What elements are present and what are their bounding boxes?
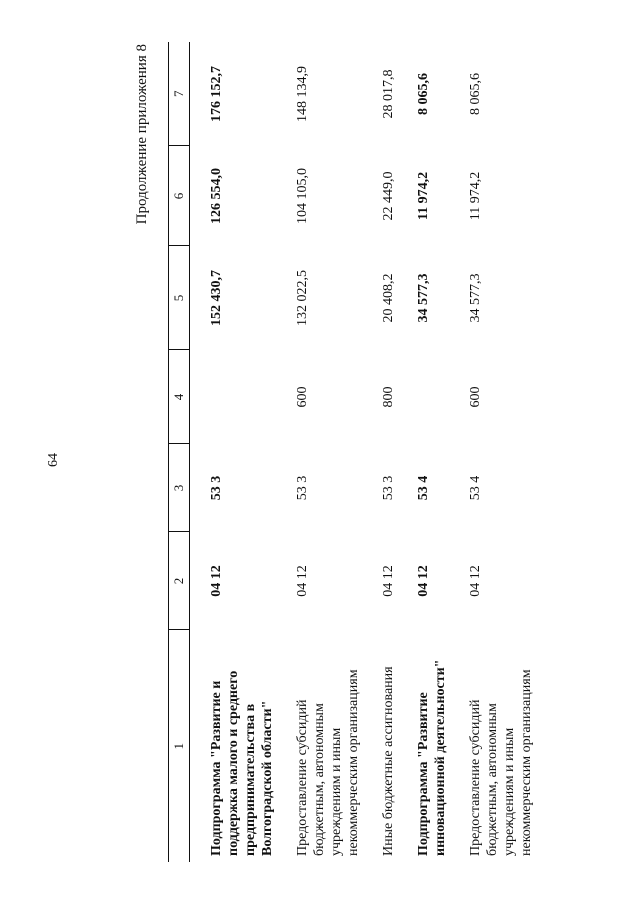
cell-expense-type: [190, 350, 277, 444]
cell-amount-col6: 11 974,2: [416, 171, 431, 221]
cell-amount-col6: 11 974,2: [468, 171, 483, 221]
column-header-2: 2: [169, 532, 190, 630]
cell-target-article: 53 4: [468, 475, 483, 501]
rotated-sheet: [80, 42, 560, 862]
cell-amount-col7: 148 134,9: [295, 66, 310, 122]
cell-section-code: 04 12: [468, 565, 483, 597]
table-body: [190, 42, 536, 862]
table-row: [362, 42, 397, 862]
cell-amount-col5: 34 577,3: [416, 273, 431, 323]
table-row: [449, 42, 535, 862]
cell-amount-col7: 8 065,6: [468, 73, 483, 115]
cell-section-code: 04 12: [209, 565, 224, 597]
cell-target-article: 53 3: [295, 475, 310, 501]
cell-name: Иные бюджетные ассигнования: [381, 666, 396, 856]
column-header-5: 5: [169, 246, 190, 350]
cell-name: Предоставление субсидий бюджетным, автономным учреждениям и иным некоммерческим организациям: [468, 669, 534, 856]
cell-section-code: 04 12: [295, 565, 310, 597]
cell-amount-col5: 132 022,5: [295, 270, 310, 326]
cell-expense-type: [397, 350, 449, 444]
cell-amount-col5: 152 430,7: [209, 270, 224, 326]
cell-amount-col6: 126 554,0: [209, 168, 224, 224]
table-row: [397, 42, 449, 862]
cell-expense-type: 600: [295, 386, 310, 408]
column-header-6: 6: [169, 146, 190, 246]
table-row: [276, 42, 362, 862]
budget-table: [168, 42, 535, 862]
cell-amount-col6: 104 105,0: [295, 168, 310, 224]
cell-target-article: 53 3: [381, 475, 396, 501]
column-header-1: 1: [169, 630, 190, 862]
cell-expense-type: 800: [381, 386, 396, 408]
cell-name: Подпрограмма "Развитие и поддержка малого и среднего предпринимательства в Волгоградской области": [209, 670, 275, 856]
appendix-caption: Продолжение приложения 8: [134, 44, 150, 225]
cell-amount-col6: 22 449,0: [381, 171, 396, 221]
column-header-7: 7: [169, 42, 190, 146]
cell-target-article: 53 3: [209, 475, 224, 501]
cell-expense-type: 600: [468, 386, 483, 408]
table-row: [190, 42, 277, 862]
page-number: 64: [46, 453, 61, 467]
cell-section-code: 04 12: [416, 565, 431, 597]
cell-name: Подпрограмма "Развитие инновационной деятельности": [416, 659, 448, 856]
column-header-3: 3: [169, 444, 190, 532]
cell-amount-col7: 8 065,6: [416, 73, 431, 115]
cell-amount-col7: 28 017,8: [381, 69, 396, 119]
column-header-4: 4: [169, 350, 190, 444]
cell-amount-col5: 34 577,3: [468, 273, 483, 323]
cell-section-code: 04 12: [381, 565, 396, 597]
cell-amount-col7: 176 152,7: [209, 66, 224, 122]
cell-amount-col5: 20 408,2: [381, 273, 396, 323]
header-row: [169, 42, 190, 862]
cell-target-article: 53 4: [416, 475, 431, 501]
cell-name: Предоставление субсидий бюджетным, автономным учреждениям и иным некоммерческим организациям: [295, 669, 361, 856]
